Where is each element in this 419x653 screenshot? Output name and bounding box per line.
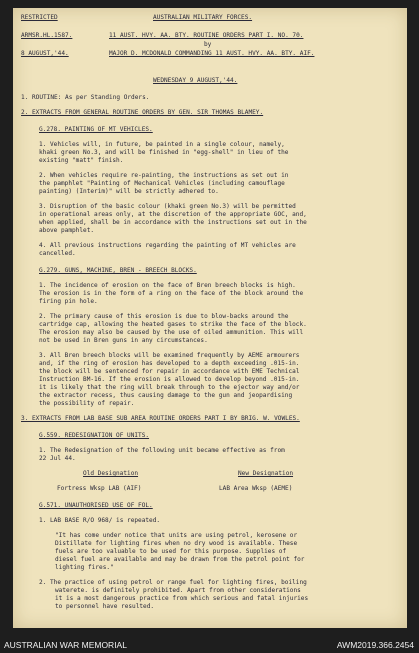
section-extracts-gro: 2. EXTRACTS FROM GENERAL ROUTINE ORDERS BY GEN. SIR THOMAS BLAMEY. <box>21 109 264 116</box>
section-extracts-lab: 3. EXTRACTS FROM LAB BASE SUB AREA ROUTINE ORDERS PART I BY BRIG. W. VOWLES. <box>21 415 300 422</box>
archive-footer <box>0 636 419 653</box>
by-label: by <box>204 41 212 48</box>
document-page <box>13 8 407 628</box>
order-g279-title: G.279. GUNS, MACHINE, BREN - BREECH BLOCKS. <box>39 267 197 274</box>
text-line: firing pin hole. <box>39 298 98 305</box>
restricted-label: RESTRICTED <box>21 14 58 21</box>
archive-id: AWM2019.366.2454 <box>336 640 414 650</box>
old-designation-header: Old Designation <box>83 470 139 477</box>
old-designation-value: Fortress Wksp LAB (AIF) <box>57 485 142 492</box>
text-line: 1. The Redesignation of the following unit became effective as from <box>39 447 285 454</box>
archive-name: AUSTRALIAN WAR MEMORIAL <box>4 640 127 650</box>
text-line: when applied, shall be in accordance with the instructions set out in the <box>39 219 307 226</box>
text-line: 2. The primary cause of this erosion is due to blow-backs around the <box>39 313 289 320</box>
text-line: 2. When vehicles require re-painting, the instructions as set out in <box>39 172 289 179</box>
text-line: 4. All previous instructions regarding the painting of MT vehicles are <box>39 242 296 249</box>
text-line: 3. All Bren breech blocks will be examined frequently by AEME armourers <box>39 352 300 359</box>
text-line: waterete. is definitely prohibited. Apart from other considerations <box>55 587 301 594</box>
new-designation-header: New Designation <box>238 470 294 477</box>
section-routine: 1. ROUTINE: As per Standing Orders. <box>21 94 150 101</box>
text-line: the extractor recess, thus causing damage to the gun and jeopardising <box>39 392 293 399</box>
order-g571-title: G.571. UNAUTHORISED USE OF FOL. <box>39 502 153 509</box>
text-line: The erosion is in the form of a ring on the face of the block around the <box>39 290 304 297</box>
text-line: to personnel have resulted. <box>55 603 155 610</box>
new-designation-value: LAB Area Wksp (AEME) <box>219 485 293 492</box>
order-g559-title: G.559. REDESIGNATION OF UNITS. <box>39 432 150 439</box>
text-line: cartridge cap, allowing the heated gases to strike the face of the block. <box>39 321 307 328</box>
text-line: in operational areas only, at the discretion of the appropriate GOC, and, <box>39 211 307 218</box>
text-line: existing "matt" finish. <box>39 157 124 164</box>
orders-title: 11 AUST. HVY. AA. BTY. ROUTINE ORDERS PART I. NO. 70. <box>109 32 304 39</box>
quote-line: Distillate for lighting fires when no dry wood is available. These <box>55 540 298 547</box>
text-line: it is likely that the ring will break through to the ejector way and/or <box>39 384 300 391</box>
text-line: painting) (Interim)" will be strictly adhered to. <box>39 188 219 195</box>
commander-line: MAJOR D. MCDONALD COMMANDING 11 AUST. HVY. AA. BTY. AIF. <box>109 50 315 57</box>
text-line: above pamphlet. <box>39 227 95 234</box>
orders-date: WEDNESDAY 9 AUGUST,'44. <box>153 77 238 84</box>
text-line: and, if the ring of erosion has developed to a depth exceeding .015-in. <box>39 360 300 367</box>
text-line: not be used in Bren guns in any circumstances. <box>39 337 208 344</box>
text-line: the possibility of repair. <box>39 400 135 407</box>
text-line: Instruction BM-16. If the erosion is allowed to develop beyond .015-in. <box>39 376 300 383</box>
text-line: the block will be sentenced for repair in accordance with EME Technical <box>39 368 300 375</box>
text-line: 1. The incidence of erosion on the face of Bren breech blocks is high. <box>39 282 296 289</box>
reference-number: ARMSR.HL.1587. <box>21 32 73 39</box>
text-line: 2. The practice of using petrol or range fuel for lighting fires, boiling <box>39 579 307 586</box>
text-line: 3. Disruption of the basic colour (khaki green No.3) will be permitted <box>39 203 296 210</box>
quote-line: diesel fuel are available and may be drawn from the petrol point for <box>55 556 305 563</box>
document-date: 8 AUGUST,'44. <box>21 50 69 57</box>
text-line: khaki green No.3, and will be finished in "egg-shell" in lieu of the <box>39 149 289 156</box>
order-g278-title: G.278. PAINTING OF MT VEHICLES. <box>39 126 153 133</box>
text-line: 22 Jul 44. <box>39 455 76 462</box>
text-line: cancelled. <box>39 250 76 257</box>
text-line: 1. LAB BASE R/O 968/ is repeated. <box>39 517 161 524</box>
text-line: the pamphlet "Painting of Mechanical Vehicles (including camouflage <box>39 180 285 187</box>
quote-line: "It has come under notice that units are using petrol, kerosene or <box>55 532 298 539</box>
org-title: AUSTRALIAN MILITARY FORCES. <box>153 14 253 21</box>
text-line: it is a most dangerous practice from which serious and fatal injuries <box>55 595 309 602</box>
quote-line: fuels are too valuable to be used for this purpose. Supplies of <box>55 548 287 555</box>
quote-line: lighting fires." <box>55 564 114 571</box>
text-line: The erosion may also be caused by the use of oiled ammunition. This will <box>39 329 304 336</box>
text-line: 1. Vehicles will, in future, be painted in a single colour, namely, <box>39 141 285 148</box>
